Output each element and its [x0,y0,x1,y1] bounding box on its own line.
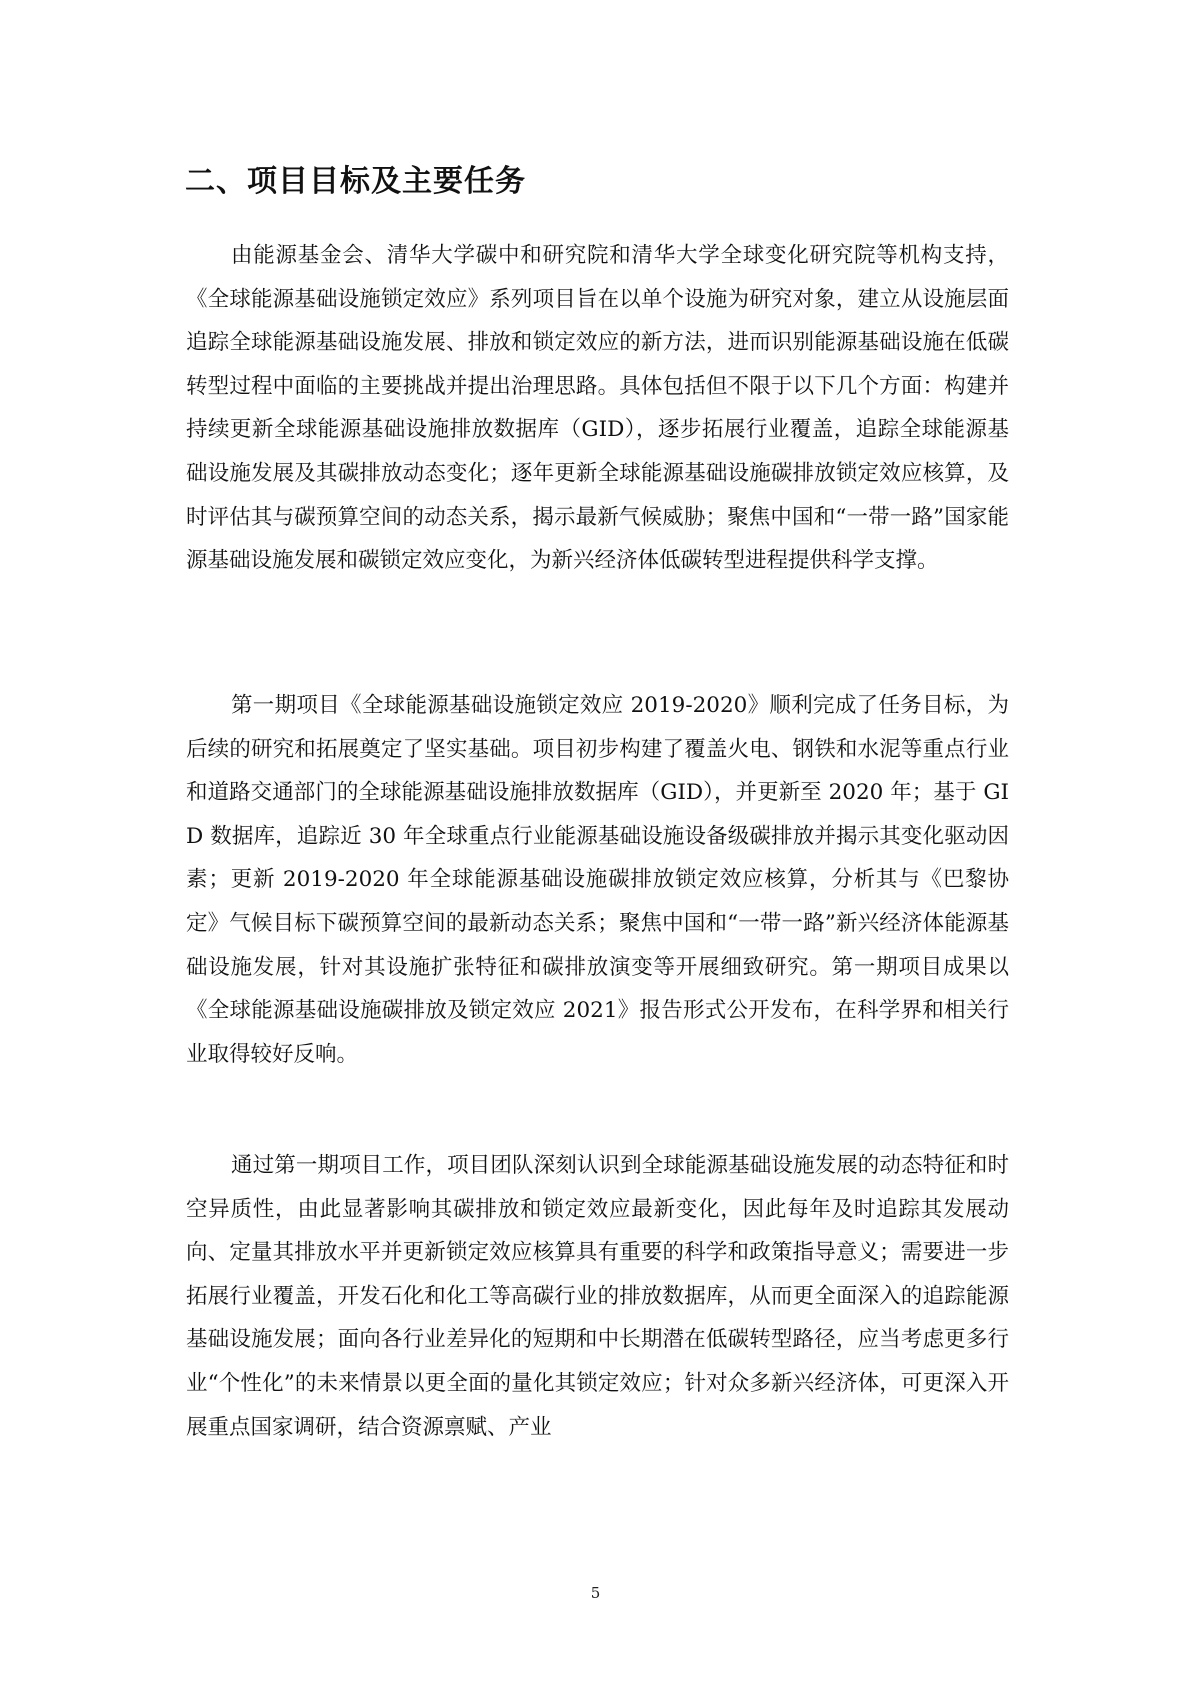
section-heading: 二、项目目标及主要任务 [185,164,526,199]
paragraph-phase-one-results: 第一期项目《全球能源基础设施锁定效应 2019-2020》顺利完成了任务目标，为后续的研究和拓展奠定了坚实基础。项目初步构建了覆盖火电、钢铁和水泥等重点行业和道路交通部门的全球能源基础设施排放数据库（GID），并更新至 2020 年；基于 GID 数据库，追踪近 30 年全球重点行业能源基础设施设备级碳排放并揭示其变化驱动因素；更新 2019-2020 年全球能源基础设施碳排放锁定效应核算，分析其与《巴黎协定》气候目标下碳预算空间的最新动态关系；聚焦中国和“一带一路”新兴经济体能源基础设施发展，针对其设施扩张特征和碳排放演变等开展细致研究。第一期项目成果以《全球能源基础设施碳排放及锁定效应 2021》报告形式公开发布，在科学界和相关行业取得较好反响。 [186,693,1009,1067]
paragraph-lessons-learned: 通过第一期项目工作，项目团队深刻认识到全球能源基础设施发展的动态特征和时空异质性，由此显著影响其碳排放和锁定效应最新变化，因此每年及时追踪其发展动向、定量其排放水平并更新锁定效应核算具有重要的科学和政策指导意义；需要进一步拓展行业覆盖，开发石化和化工等高碳行业的排放数据库，从而更全面深入的追踪能源基础设施发展；面向各行业差异化的短期和中长期潜在低碳转型路径，应当考虑更多行业“个性化”的未来情景以更全面的量化其锁定效应；针对众多新兴经济体，可更深入开展重点国家调研，结合资源禀赋、产业 [186,1153,1009,1440]
page-number: 5 [590,1584,601,1602]
paragraph-project-objectives: 由能源基金会、清华大学碳中和研究院和清华大学全球变化研究院等机构支持，《全球能源基础设施锁定效应》系列项目旨在以单个设施为研究对象，建立从设施层面追踪全球能源基础设施发展、排放和锁定效应的新方法，进而识别能源基础设施在低碳转型过程中面临的主要挑战并提出治理思路。具体包括但不限于以下几个方面：构建并持续更新全球能源基础设施排放数据库（GID），逐步拓展行业覆盖，追踪全球能源基础设施发展及其碳排放动态变化；逐年更新全球能源基础设施碳排放锁定效应核算，及时评估其与碳预算空间的动态关系，揭示最新气候威胁；聚焦中国和“一带一路”国家能源基础设施发展和碳锁定效应变化，为新兴经济体低碳转型进程提供科学支撑。 [186,243,1009,574]
